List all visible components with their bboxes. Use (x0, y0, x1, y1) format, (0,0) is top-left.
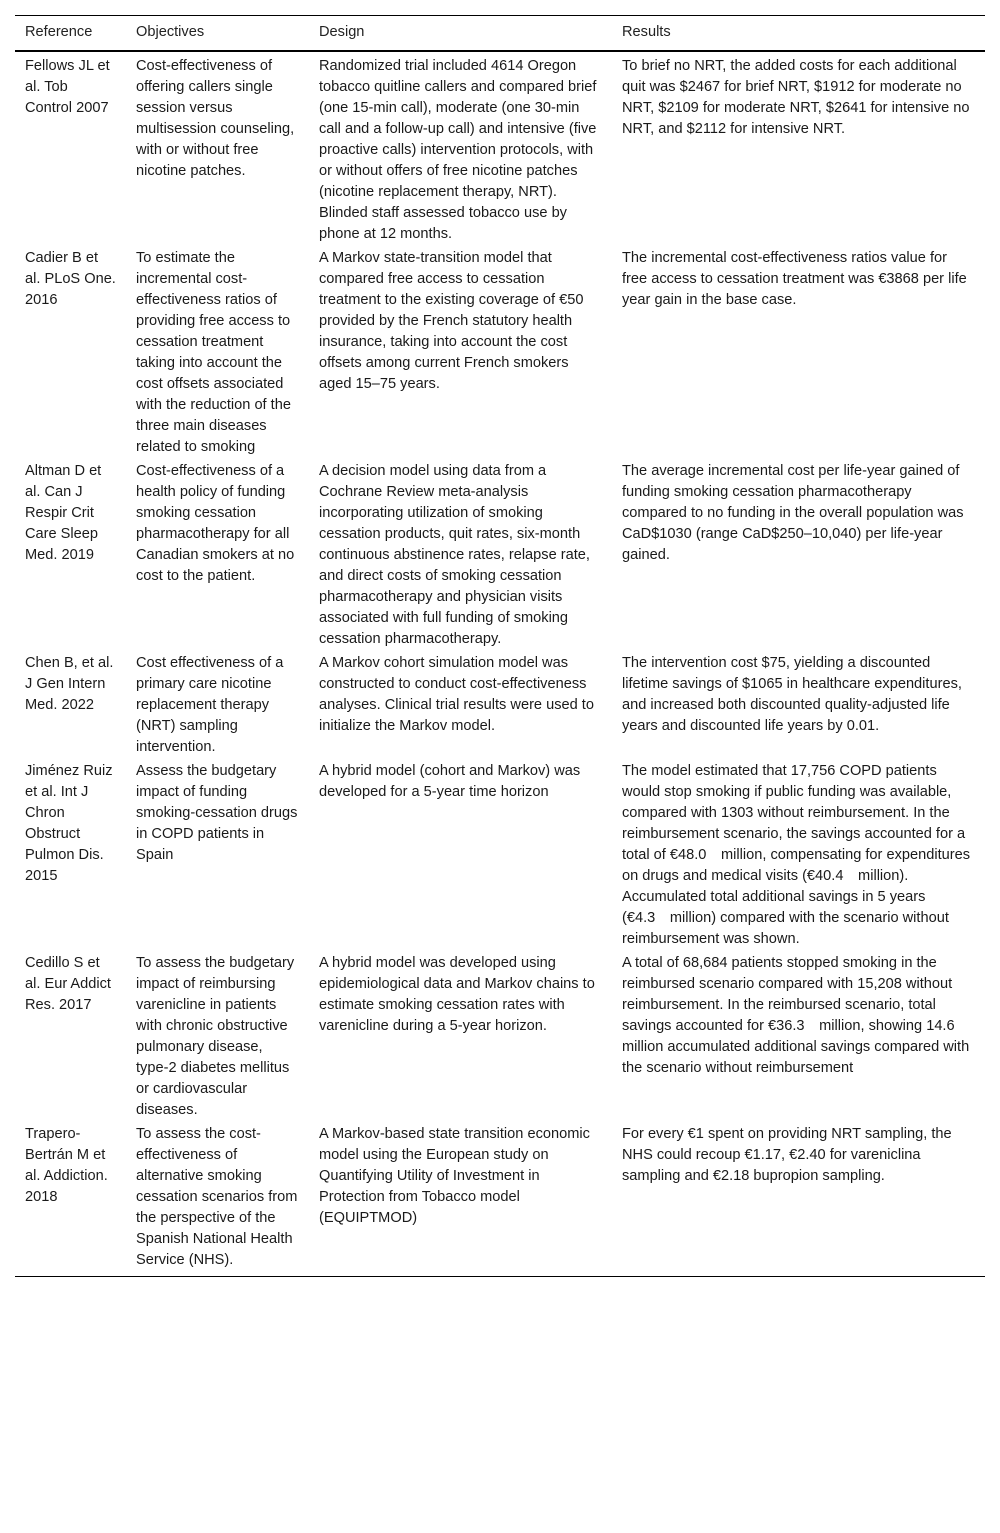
header-results: Results (622, 24, 671, 40)
cell-results: The model estimated that 17,756 COPD patients would stop smoking if public funding was available, compared with 1303 without reimbursement. In the reimbursement scenario, the savings accounted for a total of €48.0 million, compensating for expenditures on drugs and medical visits (€40.4 million). Accumulated total additional savings in 5 years (€4.3 million) compared with the scenario without reimbursement was shown. (622, 763, 971, 947)
cell-reference: Altman D et al. Can J Respir Crit Care Sleep Med. 2019 (25, 463, 102, 563)
table-row (15, 246, 985, 459)
table-row (15, 459, 985, 651)
header-row (15, 16, 985, 52)
cell-design: Randomized trial included 4614 Oregon tobacco quitline callers and compared brief (one 15-min call), moderate (one 30-min call and a follow-up call) and intensive (five proactive calls) intervention protocols, with or without offers of free nicotine patches (nicotine replacement therapy, NRT). Blinded staff assessed tobacco use by phone at 12 months. (319, 58, 597, 242)
cell-design: A Markov-based state transition economic model using the European study on Quantifying Utility of Investment in Protection from Tobacco model (EQUIPTMOD) (319, 1126, 590, 1226)
table-row (15, 651, 985, 759)
cell-design: A Markov cohort simulation model was constructed to conduct cost-effectiveness analyses. Clinical trial results were used to initialize the Markov model. (319, 655, 594, 734)
cell-objectives: To assess the cost-effectiveness of alternative smoking cessation scenarios from the perspective of the Spanish National Health Service (NHS). (136, 1126, 298, 1268)
cell-results: For every €1 spent on providing NRT sampling, the NHS could recoup €1.17, €2.40 for vareniclina sampling and €2.18 bupropion sampling. (622, 1126, 952, 1184)
header-objectives: Objectives (136, 24, 205, 40)
cell-reference: Jiménez Ruiz et al. Int J Chron Obstruct Pulmon Dis. 2015 (25, 763, 113, 884)
cell-objectives: Cost effectiveness of a primary care nicotine replacement therapy (NRT) sampling intervention. (136, 655, 284, 755)
cell-results: To brief no NRT, the added costs for each additional quit was $2467 for brief NRT, $1912 for moderate no NRT, $2109 for moderate NRT, $2641 for intensive no NRT, and $2112 for intensive NRT. (622, 58, 970, 137)
cell-objectives: Assess the budgetary impact of funding smoking-cessation drugs in COPD patients in Spain (136, 763, 298, 863)
table-header (15, 16, 985, 52)
cell-reference: Trapero-Bertrán M et al. Addiction. 2018 (25, 1126, 108, 1205)
cell-objectives: Cost-effectiveness of offering callers single session versus multisession counseling, with or without free nicotine patches. (136, 58, 295, 179)
header-reference: Reference (25, 24, 93, 40)
cell-results: The intervention cost $75, yielding a discounted lifetime savings of $1065 in healthcare expenditures, and increased both discounted quality-adjusted life years and discounted life years by 0.01. (622, 655, 962, 734)
table-row (15, 1122, 985, 1277)
cell-objectives: To assess the budgetary impact of reimbursing varenicline in patients with chronic obstructive pulmonary disease, type-2 diabetes mellitus or cardiovascular diseases. (136, 955, 295, 1118)
cell-results: A total of 68,684 patients stopped smoking in the reimbursed scenario compared with 15,208 without reimbursement. In the reimbursed scenario, total savings accounted for €36.3 million, showing 14.6 million accumulated additional savings compared with the scenario without reimbursement (622, 955, 970, 1076)
cell-objectives: Cost-effectiveness of a health policy of funding smoking cessation pharmacotherapy for all Canadian smokers at no cost to the patient. (136, 463, 295, 584)
cell-design: A decision model using data from a Cochrane Review meta-analysis incorporating utilization of smoking cessation products, quit rates, six-month continuous abstinence rates, relapse rate, and direct costs of smoking cessation pharmacotherapy and physician visits associated with full funding of smoking cessation pharmacotherapy. (319, 463, 590, 647)
table-row (15, 759, 985, 951)
cell-design: A Markov state-transition model that compared free access to cessation treatment to the existing coverage of €50 provided by the French statutory health insurance, taking into account the cost offsets among current French smokers aged 15–75 years. (319, 250, 584, 392)
table-container (15, 15, 985, 1277)
cell-design: A hybrid model was developed using epidemiological data and Markov chains to estimate smoking cessation rates with varenicline during a 5-year horizon. (319, 955, 595, 1034)
table-row (15, 51, 985, 246)
cell-results: The average incremental cost per life-year gained of funding smoking cessation pharmacotherapy compared to no funding in the overall population was CaD$1030 (range CaD$250–10,040) per life-year gained. (622, 463, 964, 563)
cell-objectives: To estimate the incremental cost-effectiveness ratios of providing free access to cessation treatment taking into account the cost offsets associated with the reduction of the three main diseases related to smoking (136, 250, 291, 455)
table-body (15, 51, 985, 1277)
cell-results: The incremental cost-effectiveness ratios value for free access to cessation treatment was €3868 per life year gain in the base case. (622, 250, 967, 308)
table-row (15, 951, 985, 1122)
cell-design: A hybrid model (cohort and Markov) was developed for a 5-year time horizon (319, 763, 581, 800)
cell-reference: Cedillo S et al. Eur Addict Res. 2017 (25, 955, 111, 1013)
header-design: Design (319, 24, 365, 40)
studies-table (15, 15, 985, 1277)
cell-reference: Fellows JL et al. Tob Control 2007 (25, 58, 110, 116)
cell-reference: Cadier B et al. PLoS One. 2016 (25, 250, 116, 308)
cell-reference: Chen B, et al. J Gen Intern Med. 2022 (25, 655, 114, 713)
